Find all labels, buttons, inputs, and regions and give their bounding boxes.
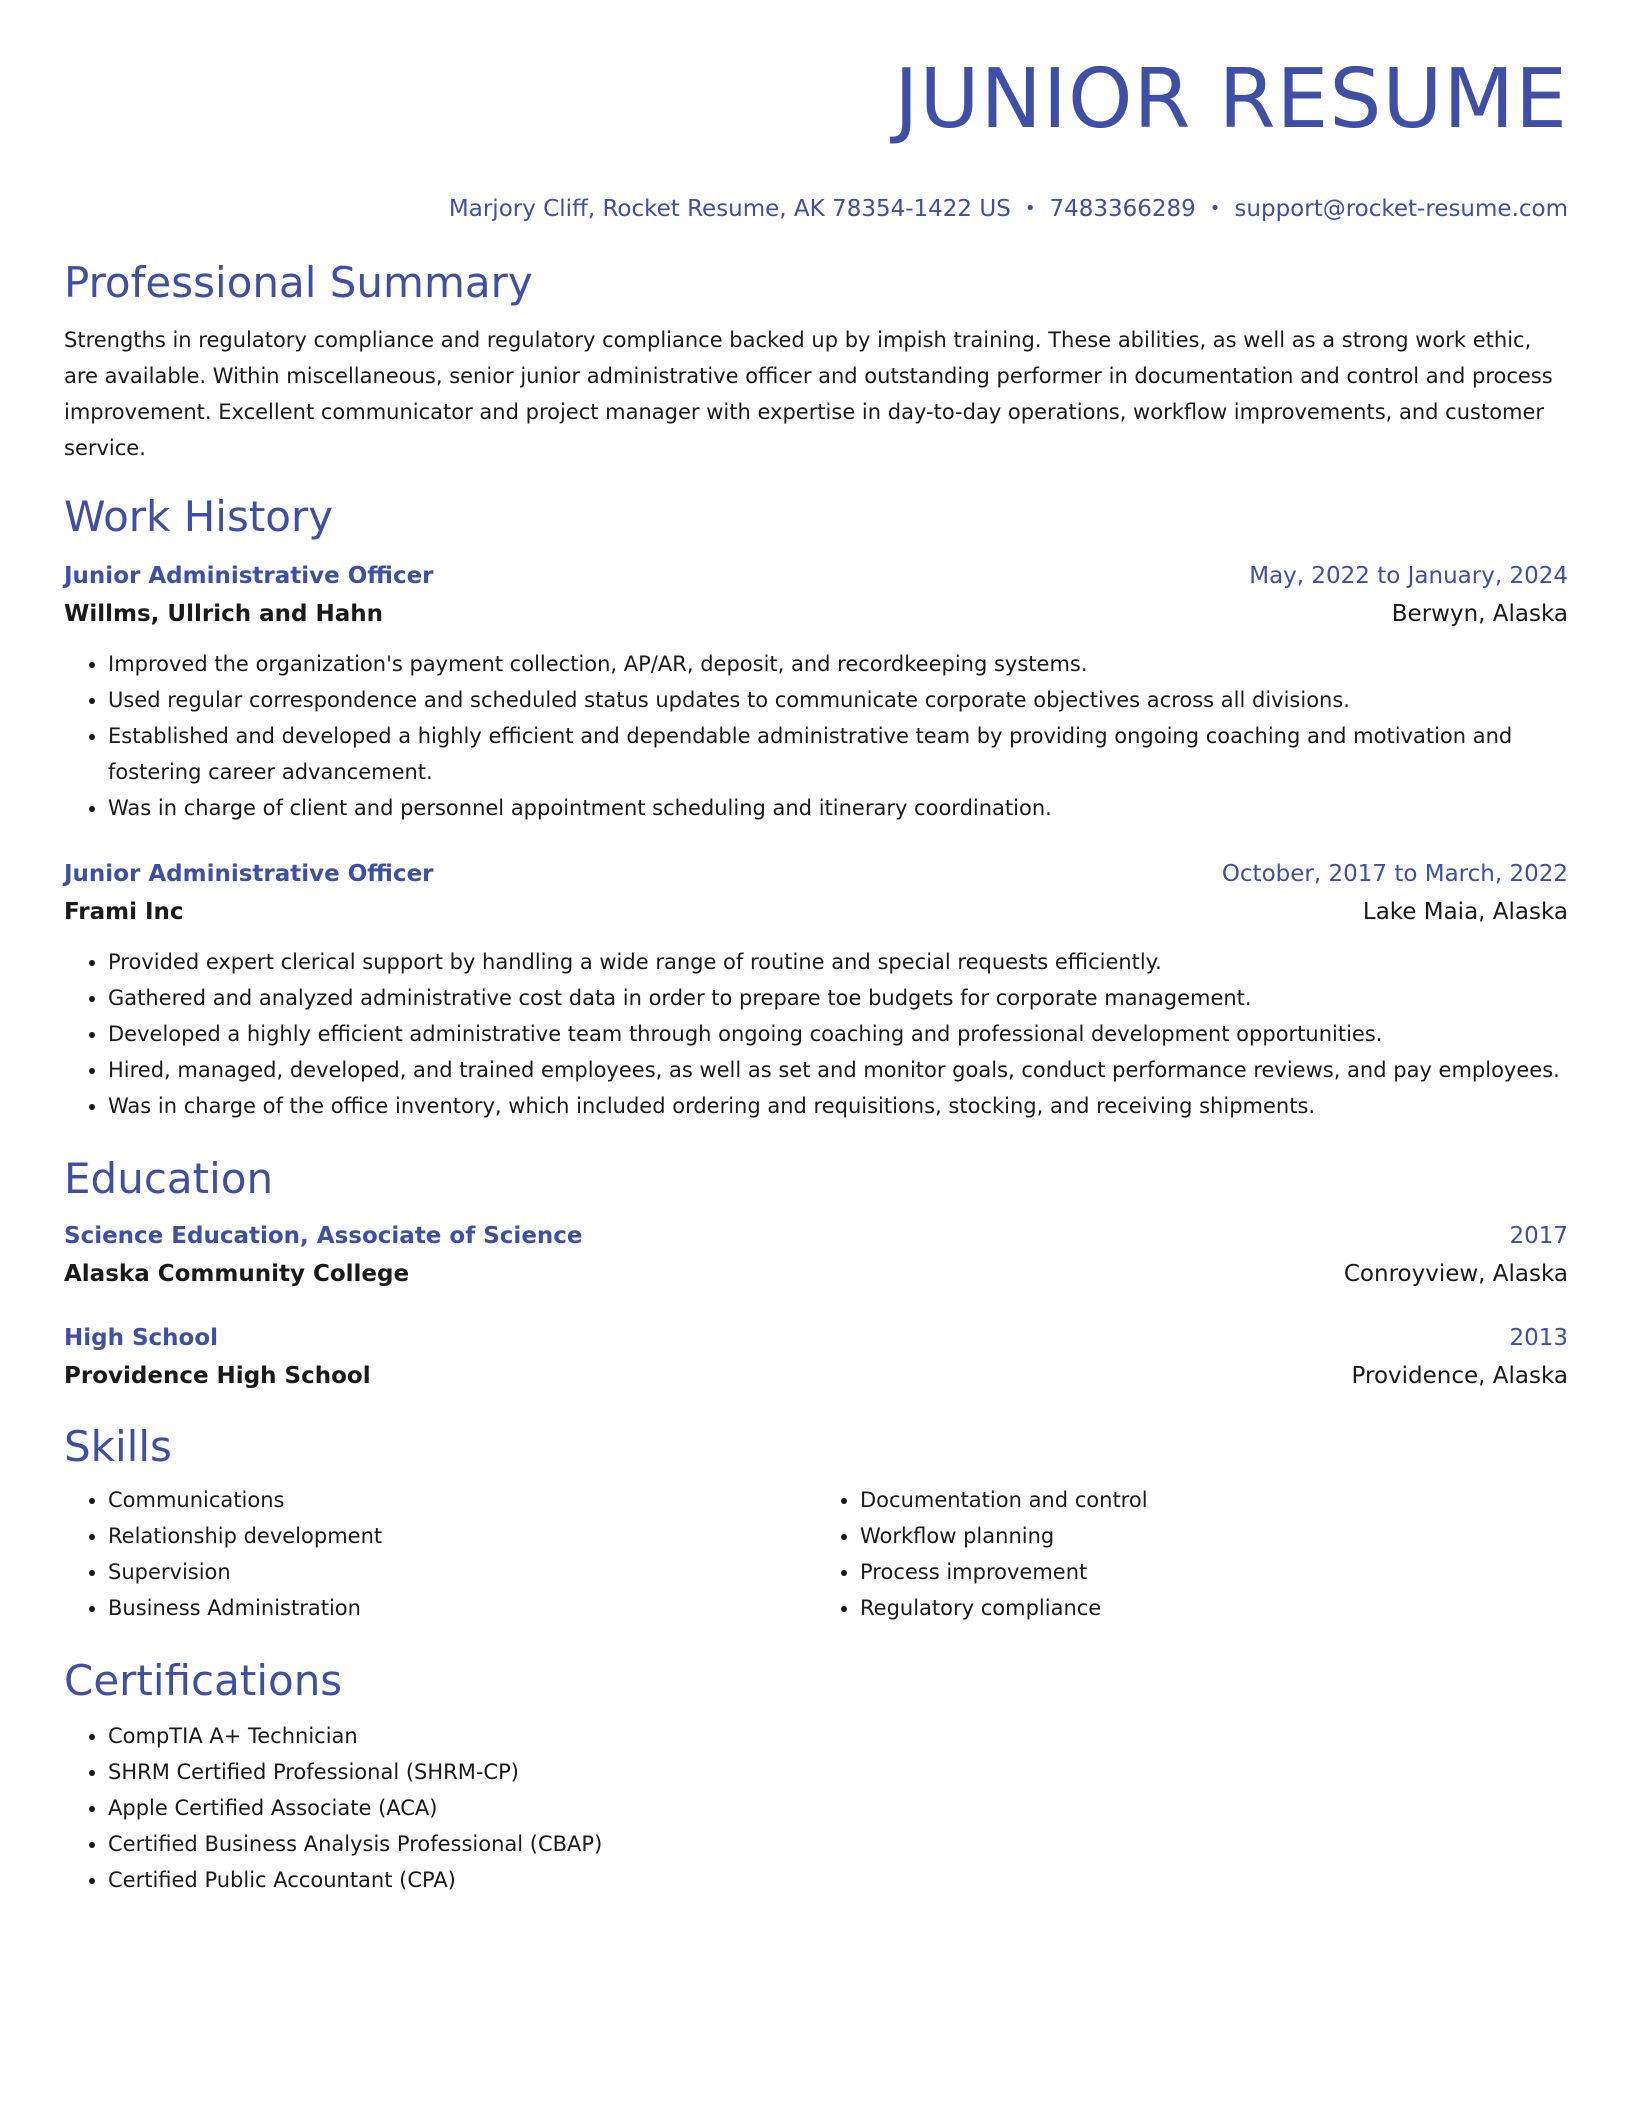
job-location: Lake Maia, Alaska — [1362, 899, 1568, 925]
job-company-row — [64, 892, 1568, 932]
job-bullet: • Used regular correspondence and scheduled status updates to communicate corporate objectives across all divisions. — [108, 682, 1568, 718]
skills-grid — [64, 1482, 1568, 1626]
job-bullet: • Was in charge of the office inventory, which included ordering and requisitions, stocking, and receiving shipments. — [108, 1088, 1568, 1124]
skill-item: • Supervision — [108, 1554, 816, 1590]
job-bullets — [64, 944, 1568, 1124]
contact-separator: • — [1024, 198, 1036, 219]
education-header-row — [64, 1218, 1568, 1254]
skills-column-right — [816, 1482, 1568, 1626]
job-bullets — [64, 646, 1568, 826]
education-header-row — [64, 1320, 1568, 1356]
job-dates: May, 2022 to January, 2024 — [1249, 563, 1568, 589]
resume-header — [64, 0, 1568, 224]
certification-item: • SHRM Certified Professional (SHRM-CP) — [108, 1754, 1568, 1790]
summary-text: Strengths in regulatory compliance and regulatory compliance backed up by impish training. These abilities, as well as a strong work ethic, are available. Within miscellaneous, senior junior administrative officer and outstanding performer in documentation and control and process improvement. Excellent communicator and project manager with expertise in day-to-day operations, workflow improvements, and customer service. — [64, 328, 1553, 460]
education-location: Conroyview, Alaska — [1343, 1261, 1568, 1287]
contact-separator: • — [1209, 198, 1221, 219]
job-bullet: • Provided expert clerical support by handling a wide range of routine and special requests efficiently. — [108, 944, 1568, 980]
education-school: Providence High School — [64, 1363, 371, 1389]
job-dates: October, 2017 to March, 2022 — [1221, 861, 1568, 887]
certification-item: • Certified Business Analysis Professional (CBAP) — [108, 1826, 1568, 1862]
skills-column-left — [64, 1482, 816, 1626]
skill-item: • Regulatory compliance — [860, 1590, 1568, 1626]
section-title-education: Education — [64, 1154, 274, 1203]
job-role: Junior Administrative Officer — [64, 563, 434, 589]
certifications-list — [64, 1718, 1568, 1898]
skills-list — [816, 1482, 1568, 1626]
contact-phone: 7483366289 — [1049, 196, 1196, 222]
education-year: 2017 — [1509, 1223, 1568, 1249]
section-title-skills: Skills — [64, 1422, 172, 1471]
certification-item: • CompTIA A+ Technician — [108, 1718, 1568, 1754]
contact-email: support@rocket-resume.com — [1234, 196, 1568, 222]
skill-item: • Relationship development — [108, 1518, 816, 1554]
skill-item: • Documentation and control — [860, 1482, 1568, 1518]
job-header-row — [64, 856, 1568, 892]
skills-list — [64, 1482, 816, 1626]
education-school-row — [64, 1356, 1568, 1396]
job-company: Willms, Ullrich and Hahn — [64, 601, 383, 627]
job-bullet: • Hired, managed, developed, and trained employees, as well as set and monitor goals, conduct performance reviews, and pay employees. — [108, 1052, 1568, 1088]
job-bullet: • Gathered and analyzed administrative cost data in order to prepare toe budgets for corporate management. — [108, 980, 1568, 1016]
job-company: Frami Inc — [64, 899, 184, 925]
certification-item: • Apple Certified Associate (ACA) — [108, 1790, 1568, 1826]
education-degree: Science Education, Associate of Science — [64, 1223, 583, 1249]
section-title-summary: Professional Summary — [64, 258, 533, 307]
education-school: Alaska Community College — [64, 1261, 410, 1287]
education-location: Providence, Alaska — [1351, 1363, 1568, 1389]
resume-title: JUNIOR RESUME — [894, 52, 1568, 147]
skill-item: • Process improvement — [860, 1554, 1568, 1590]
education-degree: High School — [64, 1325, 219, 1351]
skill-item: • Communications — [108, 1482, 816, 1518]
contact-line — [64, 194, 1568, 224]
job-header-row — [64, 558, 1568, 594]
certification-item: • Certified Public Accountant (CPA) — [108, 1862, 1568, 1898]
job-entry — [64, 558, 1568, 826]
job-bullet: • Developed a highly efficient administrative team through ongoing coaching and professional development opportunities. — [108, 1016, 1568, 1052]
education-entry — [64, 1320, 1568, 1396]
section-title-certifications: Certifications — [64, 1656, 343, 1705]
skill-item: • Business Administration — [108, 1590, 816, 1626]
education-year: 2013 — [1509, 1325, 1568, 1351]
job-bullet: • Was in charge of client and personnel appointment scheduling and itinerary coordination. — [108, 790, 1568, 826]
job-bullet: • Improved the organization's payment collection, AP/AR, deposit, and recordkeeping systems. — [108, 646, 1568, 682]
job-location: Berwyn, Alaska — [1391, 601, 1568, 627]
education-entry — [64, 1218, 1568, 1294]
contact-address: Marjory Cliff, Rocket Resume, AK 78354-1422 US — [448, 196, 1011, 222]
job-company-row — [64, 594, 1568, 634]
section-title-work-history: Work History — [64, 492, 334, 541]
education-school-row — [64, 1254, 1568, 1294]
job-role: Junior Administrative Officer — [64, 861, 434, 887]
job-entry — [64, 856, 1568, 1124]
skill-item: • Workflow planning — [860, 1518, 1568, 1554]
job-bullet: • Established and developed a highly efficient and dependable administrative team by providing ongoing coaching and motivation and fostering career advancement. — [108, 718, 1568, 790]
